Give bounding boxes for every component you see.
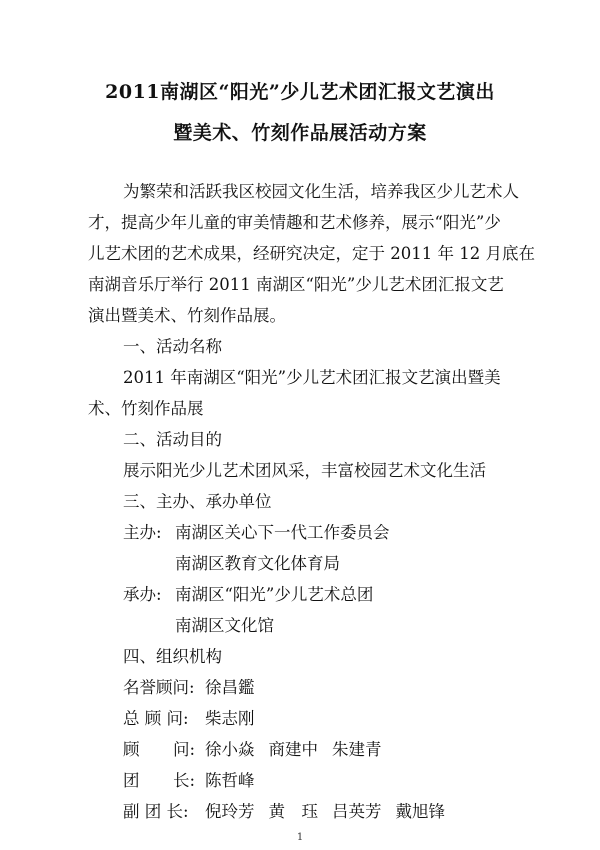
page-number: 1 [296,832,304,843]
deputy-leader-label: 副 团 长: [123,802,189,821]
deputy-leader-name: 黄 珏 [268,802,318,821]
host-label: 主办: [123,523,162,542]
intro-line-3: 儿艺术团的艺术成果，经研究决定，定于 2011 年 12 月底在 [88,244,535,263]
organizer-unit-2: 南湖区文化馆 [175,616,274,635]
section-2-heading: 二、活动目的 [123,430,222,449]
intro-line-4: 南湖音乐厅举行 2011 南湖区“阳光”少儿艺术团汇报文艺 [88,275,504,294]
chief-advisor-row [123,709,255,729]
document-title-line-1: 2011南湖区“阳光”少儿艺术团汇报文艺演出 [105,81,495,103]
advisor-name: 朱建青 [332,740,382,759]
intro-line-2: 才，提高少年儿童的审美情趣和艺术修养，展示“阳光”少 [88,213,501,232]
section-4-heading: 四、组织机构 [123,647,222,666]
leader-row [123,771,255,791]
host-unit-2: 南湖区教育文化体育局 [175,554,340,573]
deputy-leader-name: 倪玲芳 [205,802,255,821]
honorary-advisor-label: 名誉顾问: [123,678,195,697]
intro-line-1: 为繁荣和活跃我区校园文化生活，培养我区少儿艺术人 [123,182,519,201]
leader-label-char: 团 [123,771,140,790]
leader-label-colon: 长: [173,771,196,790]
advisor-names [205,740,396,759]
honorary-advisor-name: 徐昌鑑 [205,678,255,697]
document-title-line-2: 暨美术、竹刻作品展活动方案 [173,122,427,144]
organizer-label: 承办: [123,585,162,604]
chief-advisor-name: 柴志刚 [205,709,255,728]
intro-line-5: 演出暨美术、竹刻作品展。 [88,306,286,325]
organizer-row [123,585,373,605]
deputy-leader-names [205,802,459,821]
section-1-text-line-2: 术、竹刻作品展 [88,399,204,418]
section-3-heading: 三、主办、承办单位 [123,492,272,511]
host-unit-1: 南湖区关心下一代工作委员会 [175,523,390,542]
chief-advisor-label: 总 顾 问: [123,709,189,728]
deputy-leader-name: 戴旭锋 [395,802,445,821]
deputy-leader-row [123,802,459,822]
leader-name: 陈哲峰 [205,771,255,790]
advisor-label-char: 顾 [123,740,140,759]
deputy-leader-name: 吕英芳 [332,802,382,821]
advisor-name: 商建中 [268,740,318,759]
honorary-advisor-row [123,678,255,698]
section-1-heading: 一、活动名称 [123,337,222,356]
section-2-text: 展示阳光少儿艺术团风采，丰富校园艺术文化生活 [123,461,486,480]
advisor-name: 徐小焱 [205,740,255,759]
organizer-unit-1: 南湖区“阳光”少儿艺术总团 [175,585,374,604]
section-1-text-line-1: 2011 年南湖区“阳光”少儿艺术团汇报文艺演出暨美 [123,368,501,387]
host-row [123,523,390,543]
advisor-row [123,740,396,760]
advisor-label-colon: 问: [173,740,196,759]
